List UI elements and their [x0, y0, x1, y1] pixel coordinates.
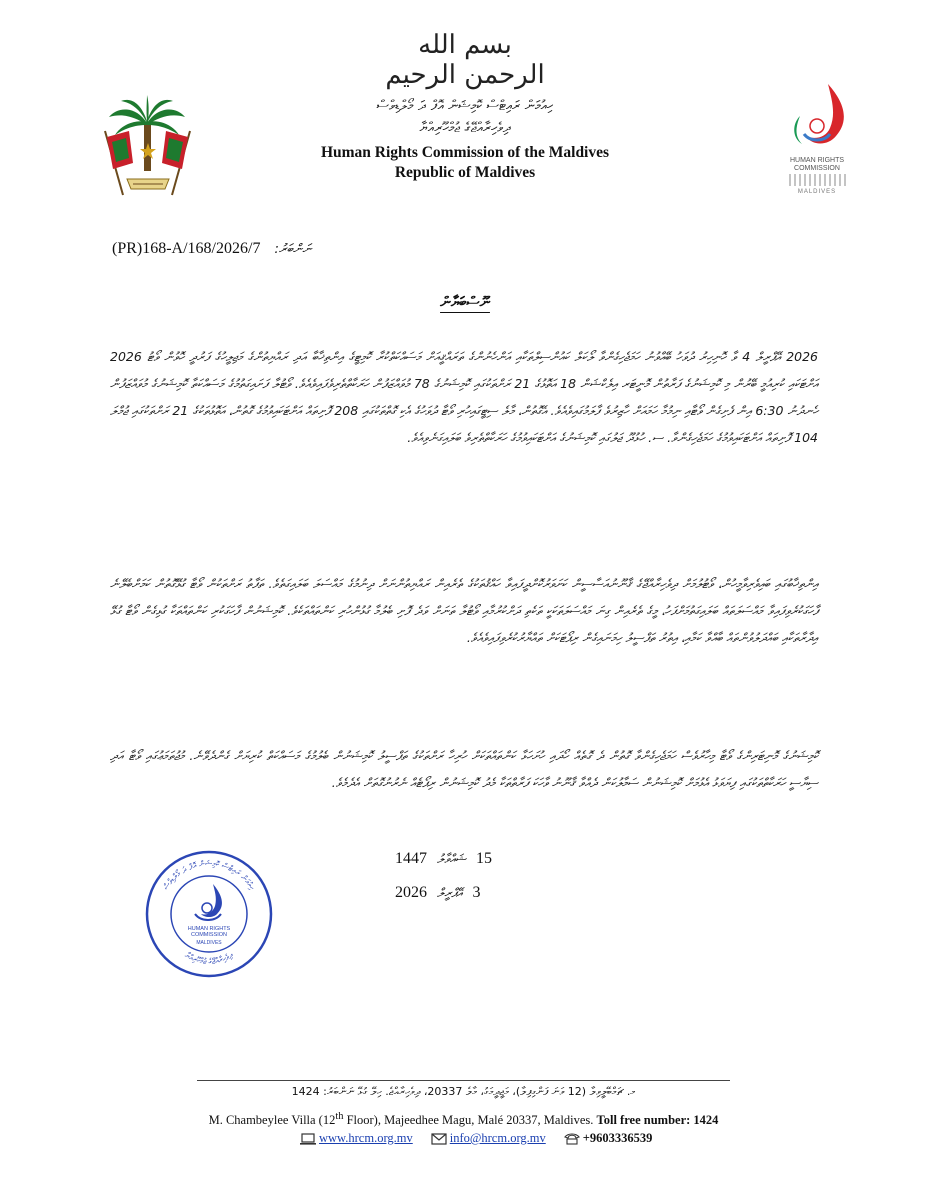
hijri-day: 15 — [476, 850, 493, 867]
footer-contacts — [300, 1131, 660, 1146]
footer-address-part1: M. Chambeylee Villa (12 — [208, 1113, 336, 1128]
stamp-top-text: ހިއުމަން ރައިޓްސް ކޮމިޝަން އޮފް ދަ މޯލްޑިވްސް — [161, 858, 257, 892]
footer-toll-free: Toll free number: 1424 — [596, 1113, 719, 1128]
greg-month: އޭޕްރީލް — [437, 885, 463, 900]
phone-icon — [564, 1133, 580, 1145]
greg-year: 2026 — [395, 884, 427, 901]
phone-number: +9603336539 — [582, 1131, 653, 1145]
footer-address-part2: Floor), Majeedhee Magu, Malé 20337, Maldives. — [343, 1113, 597, 1128]
stamp-bottom-text: ދިވެހިރާއްޖޭގެ ޖުމްހޫރިއްޔާ — [183, 950, 235, 967]
reference-row — [112, 240, 412, 258]
maldives-emblem-icon — [95, 95, 200, 205]
body-paragraph-1: 2026 އޭޕްރީލް 4 ވާ ހޮނިހިރު ދުވަހު ބޭއްވުނު ހަމަޖެހިގެންވާ ލޯކަލް ކައުންސިލްތަކާއި އަންހެނުންގެ ތަރައްޤީއަށް މަސައްކަތްކުރާ ކޮމިޓީގެ އިންތިޚާބާ އަދި ރައްޔިތުންގެ މަޖިލީހުގެ ފަރުދީ ހޮވުން ވޯޓު 2026 އަށްޓަކައި ކުރިއުމީ ބޭރުން މި ކޮމިޝަނުގެ ފަރާތުން މޮނީޓަރ އިލެކްޝަން 18 އަތޮޅުގެ 21 ރަށްތަކުގައި ކޮމިޝަނުގެ 78 މުވައްޒަފުން ހަރަކާތްތެރިވެފައިވެއެވެ. ވޯޓުލާ ފަށައިގަތުމުގެ މަސައްކަތާ ކޮމިޝަނުގެ މުވައްޒަފުން ހެނދުނު 6:30 އިން ފެށިގެން ވޯޓާއި ނިމުމާ ހަމައަށް ހާޒިރުވެ ފާލަމުގައިވެއެވެ. އެގޮތުން، މާލެ ސިޓީގައިހުރި ވޯޓާ ދުވަހުގެ އެކި ގޮތްތަކުގައި 208 ފޮށިތައް އަށްޓަކައިވުމުގެ ގޮތުން، އަތޮޅުތަކުގެ 21 ރަށްތަކުގައި ޖުމްލަ 104 ފޮށިތައް އަށްޓަކައިވުމުގެ ހަމަޖެހިގެންވާ. ސ. ހުޅުދޫ ޖަލުގައި ކޮމިޝަނުގެ އަށްޓަކައިވުމުގެ ހަރަކާތްތެރިވެ ބަލައިގަނެވިއެވެ. — [110, 349, 819, 445]
email-icon — [431, 1133, 447, 1145]
stamp-logo-text-2: COMMISSION — [190, 932, 228, 938]
hijri-date — [395, 850, 535, 868]
hrcm-logo-icon — [770, 80, 865, 195]
official-stamp-icon — [143, 848, 275, 980]
email-link[interactable]: info@hrcm.org.mv — [449, 1131, 546, 1145]
bismillah-calligraphy: بسم الله الرحمن الرحيم — [385, 30, 545, 90]
phone-contact — [564, 1131, 653, 1146]
press-release-heading: ނޫސްބަޔާން — [440, 293, 490, 311]
website-contact — [300, 1131, 413, 1146]
hijri-month: ޝައްވާލު — [437, 851, 467, 866]
dhivehi-header — [300, 95, 630, 139]
reference-number: (PR)168-A/168/2026/7 — [112, 240, 261, 257]
dhivehi-org-name: ހިއުމަން ރައިޓްސް ކޮމިޝަން އޮފް ދަ މޯލްޑިވްސް — [376, 98, 554, 114]
email-contact — [431, 1131, 546, 1146]
stamp-logo-text-3: MALDIVES — [196, 940, 222, 946]
reference-label: ނަންބަރު: — [274, 242, 312, 257]
footer-dhivehi-address: މ. ޗަމްބޭލީވިލާ (12 ވަނަ ފަންގިފިލާ)، މަޖީދީމަގު، މާލެ 20337، ދިވެހިރާއްޖެ. ހިލޭ ގުޅޭ ނަންބަރު: 1424 — [291, 1085, 636, 1098]
website-link[interactable]: www.hrcm.org.mv — [319, 1131, 413, 1145]
gregorian-date — [395, 884, 535, 902]
computer-icon — [300, 1133, 316, 1145]
logo-text-1: HUMAN RIGHTS — [789, 157, 845, 164]
english-republic: Republic of Maldives — [394, 164, 536, 181]
body-paragraph-2: އިންތިޚާބުގައި ބައިވެރިވާމީހުން، ވޯޓުލުމަށް ދިވެހިރާއްޖޭގެ ޤާނޫނުއަސާސީން ކަށަވަރުކޮށްދީފައިވާ ހައްޤުތަކުގެ ތެރެއިން ރައްޔިތުންނަށް ދިނުމުގެ މައްސަލަ ބަލައިގަތެވެ. ތަފާތު ރަށްތަކުން ވޯޓާ ގުޅޭގޮތުން ކަމަށްބެލޭނެ ފާހަގަކުރެވިފައިވާ މައްސަލަތައް ބަލައިގަތުމަށްފަހު، މީގެ ތެރެއިން ގިނަ މައްސަލަތަކަކީ ތަކެތި ދަށްކުރުމާއި ވޯޓުލާ ތަނަށް ވަދެ ފޮށި ބެލުމާ ގުޅުންހުރި ކަންތައްތަކެވެ. ކޮމިޝަނުން ފާހަގަކުރި ކަންތައްތަކާ ގުޅިގެން ވޯޓާ ގުޅޭ އިދާރާތަކާއި ބައްދަލުވުންތައް ބާއްވާ ކަމާއި، އިތުރު ތަފްސީލު ހިމަނައިގެން ރިޕޯޓަކަށް ތައްޔާރުކުރެވިފައިވެއެވެ. — [110, 576, 818, 645]
stamp-logo-text-1: HUMAN RIGHTS — [187, 926, 231, 932]
dhivehi-republic: ދިވެހިރާއްޖޭގެ ޖުމްހޫރިއްޔާ — [419, 120, 511, 136]
footer-address-sup: th — [335, 1111, 344, 1122]
footer-divider — [197, 1080, 730, 1081]
body-paragraph-3: ކޮމިޝަނުގެ މޮނިޓަރިންގެ ވޯޓާ މިހާރުވެސް ހަމަޖެހިގެންވާ ގޮތުން ދެ ގޮތެއް ހޯދައި ހުށަހަޅާ ކަންތައްތަކަށް ހުރިހާ ރަށްތަކުގެ ތަފްސީލު ކޮމިޝަނުން ބެލުމުގެ މަސައްކަތް ކުރިޔަށް ގެންދެވޭނެ. މުޖުތަމަޢުގައި ވޯޓާ އަދި ސިޔާސީ ހަރަކާތްތަކުގައި ފިޔަވަޅު އެޅުމަށް ކޮމިޝަނުން ސަމާލުކަން ދެއްވާ ޤާނޫނު ވާހަކަ ފަރާތްތަކާ މެދު ކޮމިޝަނުން ރިޕޯޓެއް ނެރުނުގޮތަށް އެދެމެވެ. — [110, 748, 818, 790]
english-org-name: Human Rights Commission of the Maldives — [320, 144, 610, 161]
hijri-year: 1447 — [395, 850, 427, 867]
logo-text-3: MALDIVES — [797, 189, 837, 195]
logo-text-2: COMMISSION — [794, 165, 840, 172]
greg-day: 3 — [472, 884, 481, 901]
english-header — [280, 143, 650, 183]
footer-english-address — [180, 1108, 747, 1129]
